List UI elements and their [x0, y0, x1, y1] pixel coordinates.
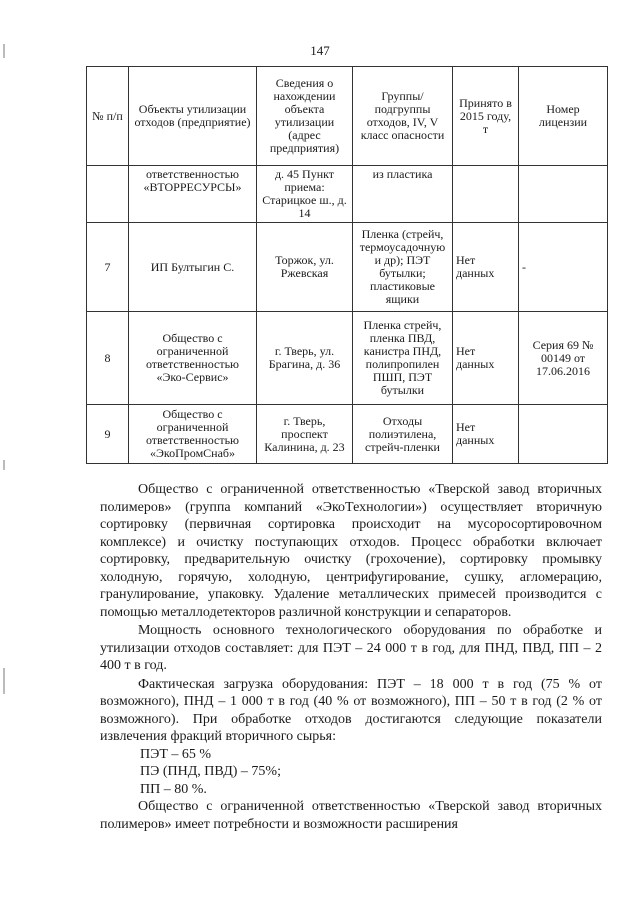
header-number: № п/п: [87, 67, 129, 166]
paragraph-capacity: Мощность основного технологического оборудования по обработке и утилизации отходов составляет: для ПЭТ – 24 000 т в год, для ПНД, ПВД, ПП – 2 400 т в год.: [100, 623, 602, 673]
table-row: [87, 405, 608, 464]
cell-groups: из пластика: [353, 166, 453, 223]
cell-accepted-text: Нет данных: [456, 344, 495, 371]
cell-license: [519, 405, 608, 464]
cell-accepted: [453, 223, 519, 312]
cell-license-text: -: [522, 259, 526, 274]
cell-name: ИП Бултыгин С.: [129, 223, 257, 312]
cell-name: ответственностью «ВТОРРЕСУРСЫ»: [129, 166, 257, 223]
extraction-item-pe: ПЭ (ПНД, ПВД) – 75%;: [140, 764, 281, 779]
cell-license: [519, 166, 608, 223]
cell-accepted: [453, 166, 519, 223]
cell-groups: Отходы полиэтилена, стрейч-пленки: [353, 405, 453, 464]
cell-address: д. 45 Пункт приема: Старицкое ш., д. 14: [257, 166, 353, 223]
cell-groups: Пленка стрейч, пленка ПВД, канистра ПНД, полипропилен ПШП, ПЭТ бутылки: [353, 312, 453, 405]
cell-name: Общество с ограниченной ответственностью «ЭкоПромСнаб»: [129, 405, 257, 464]
header-address: Сведения о нахождении объекта утилизации (адрес предприятия): [257, 67, 353, 166]
cell-address: г. Тверь, ул. Брагина, д. 36: [257, 312, 353, 405]
table-row: [87, 223, 608, 312]
cell-accepted: [453, 312, 519, 405]
page-number: 147: [310, 43, 330, 58]
cell-name: Общество с ограниченной ответственностью «Эко-Сервис»: [129, 312, 257, 405]
cell-groups: Пленка (стрейч, термоусадочную и др); ПЭТ бутылки; пластиковые ящики: [353, 223, 453, 312]
cell-number: 7: [87, 223, 129, 312]
extraction-item-pp: ПП – 80 %.: [140, 781, 207, 797]
cell-license: [519, 223, 608, 312]
table-row: [87, 312, 608, 405]
extraction-item-pet: ПЭТ – 65 %: [140, 746, 212, 762]
cell-number: [87, 166, 129, 223]
waste-objects-table: [86, 66, 608, 464]
cell-accepted: [453, 405, 519, 464]
paragraph-expansion: Общество с ограниченной ответственностью «Тверской завод вторичных полимеров» имеет потребности и возможности расширения: [100, 799, 602, 832]
margin-mark-middle: [3, 460, 5, 470]
cell-number: 8: [87, 312, 129, 405]
paragraph-load: Фактическая загрузка оборудования: ПЭТ – 18 000 т в год (75 % от возможного), ПНД – 1 000 т в год (40 % от возможного), ПП – 50 т в год (2 % от возможного). При обработке отходов достигаются следующие показатели извлечения фракций вторичного сырья:: [100, 676, 602, 744]
header-objects: Объекты утилизации отходов (предприятие): [129, 67, 257, 166]
table-row: [87, 166, 608, 223]
cell-accepted-text: Нет данных: [456, 253, 495, 280]
header-groups: Группы/подгруппы отходов, IV, V класс опасности: [353, 67, 453, 166]
cell-license: Серия 69 № 00149 от 17.06.2016: [519, 312, 608, 405]
body-text: [100, 481, 602, 833]
cell-address: Торжок, ул. Ржевская: [257, 223, 353, 312]
cell-number: 9: [87, 405, 129, 464]
header-accepted: Принято в 2015 году, т: [453, 67, 519, 166]
cell-address: г. Тверь, проспект Калинина, д. 23: [257, 405, 353, 464]
table-header-row: [87, 67, 608, 166]
margin-mark-bottom: [3, 668, 5, 694]
cell-accepted-text: Нет данных: [456, 420, 495, 447]
header-license: Номер лицензии: [519, 67, 608, 166]
paragraph-processing: Общество с ограниченной ответственностью «Тверской завод вторичных полимеров» (группа компаний «ЭкоТехнологии») осуществляет вторичную сортировку (первичная сортировка происходит на мусоросортировочном комплексе) и очистку поступающих отходов. Процесс обработки включает сортировку, предварительную очистку (грохочение), сортировку промывку холодную, горячую, холодную, центрифугирование, сушку, агломерацию, гранулирование, упаковку. Удаление металлических примесей производится с помощью металлодетекторов различной конструкции и сепараторов.: [100, 482, 602, 620]
